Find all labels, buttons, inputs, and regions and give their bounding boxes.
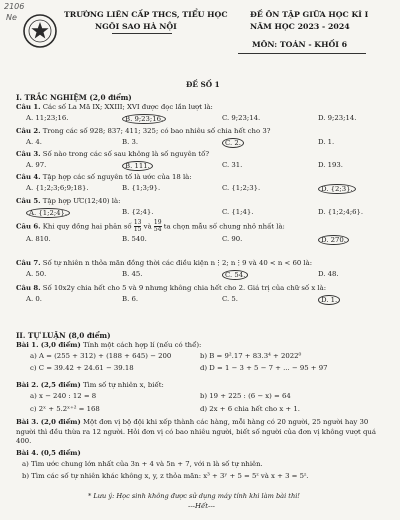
- question-8-option-d: D. 1.: [318, 295, 340, 305]
- question-2: Câu 2. Trong các số 928; 837; 411; 325; có bao nhiêu số chia hết cho 3?: [16, 127, 271, 135]
- question-2-option-b: B. 3.: [122, 138, 139, 146]
- question-8-option-b: B. 6.: [122, 295, 139, 303]
- bai1-heading: Bài 1. (3,0 điểm) Tính một cách hợp lí (nếu có thể):: [16, 341, 202, 349]
- question-5-option-a: A. {1;2;4}.: [26, 208, 70, 218]
- question-6-option-a: A. 810.: [26, 235, 51, 243]
- question-6-option-c: C. 90.: [222, 235, 243, 243]
- question-6-option-b: B. 540.: [122, 235, 147, 243]
- question-1: Câu 1. Các số La Mã IX; XXIII; XVI được đọc lần lượt là:: [16, 103, 213, 111]
- header-underline-left: [112, 33, 172, 34]
- question-2-option-c: C. 2.: [222, 138, 244, 148]
- question-6-option-d: D. 270.: [318, 235, 349, 245]
- question-3: Câu 3. Số nào trong các số sau không là số nguyên tố?: [16, 150, 210, 158]
- exam-title: ĐỀ ÔN TẬP GIỮA HỌC KÌ I: [250, 10, 369, 19]
- question-8-option-a: A. 0.: [26, 295, 42, 303]
- question-7: Câu 7. Số tự nhiên n thỏa mãn đồng thời các điều kiện n⋮2; n⋮9 và 40 < n < 60 là:: [16, 259, 313, 267]
- question-7-option-b: B. 45.: [122, 270, 143, 278]
- question-3-option-d: D. 193.: [318, 161, 344, 169]
- question-1-option-d: D. 9;23;14.: [318, 114, 357, 122]
- question-5-option-c: C. {1;4}.: [222, 208, 254, 216]
- question-2-option-a: A. 4.: [26, 138, 42, 146]
- question-5: Câu 5. Tập hợp ƯC(12;40) là:: [16, 197, 121, 205]
- school-name-line2: NGÔI SAO HÀ NỘI: [95, 22, 177, 31]
- bai1-d: d) D = 1 − 3 + 5 − 7 + ... − 95 + 97: [200, 364, 328, 372]
- question-1-option-b: B. 9;23;16.: [122, 114, 166, 124]
- question-3-option-b: B. 111.: [122, 161, 153, 171]
- footer-end: ---Hết---: [188, 502, 215, 510]
- bai4-b: b) Tìm các số tự nhiên khác không x, y, z thỏa mãn: x³ + 3ʸ + 5 = 5ᶻ và x + 3 = 5ᶻ.: [22, 472, 309, 480]
- question-5-option-d: D. {1;2;4;6}.: [318, 208, 364, 216]
- question-4-option-b: B. {1;3;9}.: [122, 184, 161, 192]
- header-underline-right: [238, 53, 366, 54]
- bai1-c: c) C = 39.42 + 24.61 − 39.18: [30, 364, 134, 372]
- handwritten-note: Ne: [6, 13, 17, 22]
- question-3-option-a: A. 97.: [26, 161, 47, 169]
- school-year: NĂM HỌC 2023 - 2024: [250, 22, 350, 31]
- exam-variant: ĐỀ SỐ 1: [186, 80, 220, 89]
- bai1-a: a) A = (255 + 312) + (188 + 645) − 200: [30, 352, 172, 360]
- question-8-option-c: C. 5.: [222, 295, 238, 303]
- question-4-option-d: D. {2;3}.: [318, 184, 356, 194]
- bai2-d: d) 2x + 6 chia hết cho x + 1.: [200, 405, 300, 413]
- school-name-line1: TRƯỜNG LIÊN CẤP THCS, TIỂU HỌC: [64, 10, 228, 19]
- school-logo: [22, 13, 58, 49]
- question-8: Câu 8. Số 10x2y chia hết cho 5 và 9 nhưng không chia hết cho 2. Giá trị của chữ số x là:: [16, 284, 327, 292]
- question-6: Câu 6. Khi quy đồng hai phân số $\frac{13}{15}$ và $\frac{19}{54}$ ta chọn mẫu số chung nhỏ nhất là:: [16, 219, 285, 233]
- question-4-option-c: C. {1;2;3}.: [222, 184, 261, 192]
- question-1-option-c: C. 9;23;14.: [222, 114, 261, 122]
- handwritten-code: 2106: [4, 2, 25, 11]
- bai2-c: c) 2ˣ + 5.2ˣ⁺² = 168: [30, 405, 100, 413]
- question-4-option-a: A. {1;2;3;6;9;18}.: [26, 184, 89, 192]
- part2-title: II. TỰ LUẬN (8,0 điểm): [16, 331, 111, 340]
- question-3-option-c: C. 31.: [222, 161, 243, 169]
- bai4-heading: Bài 4. (0,5 điểm): [16, 449, 81, 457]
- bai2-b: b) 19 + 225 : (6 − x) = 64: [200, 392, 291, 400]
- bai1-b: b) B = 9².17 + 83.3⁴ + 2022⁰: [200, 352, 302, 360]
- question-7-option-d: D. 48.: [318, 270, 339, 278]
- question-7-option-a: A. 50.: [26, 270, 47, 278]
- part1-title: I. TRẮC NGHIỆM (2,0 điểm): [16, 93, 132, 102]
- question-1-option-a: A. 11;23;16.: [26, 114, 69, 122]
- subject-grade: MÔN: TOÁN - KHỐI 6: [252, 40, 348, 49]
- question-4: Câu 4. Tập hợp các số nguyên tố là ước của 18 là:: [16, 173, 192, 181]
- question-7-option-c: C. 54.: [222, 270, 248, 280]
- bai4-a: a) Tìm ước chung lớn nhất của 3n + 4 và 5n + 7, với n là số tự nhiên.: [22, 460, 263, 468]
- question-5-option-b: B. {2;4}.: [122, 208, 154, 216]
- question-2-option-d: D. 1.: [318, 138, 335, 146]
- bai2-a: a) x − 240 : 12 = 8: [30, 392, 97, 400]
- footer-note: * Lưu ý: Học sinh không được sử dụng máy tính khi làm bài thi!: [88, 492, 300, 500]
- bai3: Bài 3. (2,0 điểm) Một đơn vị bộ đội khi xếp thành các hàng, mỗi hàng có 20 người, 25 người hay 30 người thì đều thừa ra 12 người. Hỏi đơn vị có bao nhiêu người, biết số người của đơn vị không vượt quá 400.: [16, 418, 376, 445]
- bai2-heading: Bài 2. (2,5 điểm) Tìm số tự nhiên x, biết:: [16, 381, 164, 389]
